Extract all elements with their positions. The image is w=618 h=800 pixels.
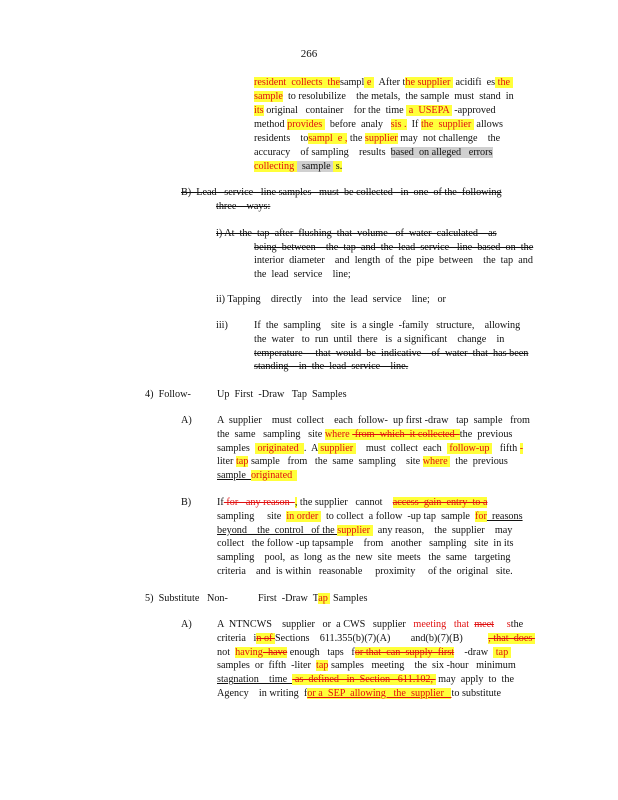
sec5-a-line [217, 659, 516, 672]
sub-item-ii: ii) Tapping directly into the lead service line; or [216, 294, 446, 305]
text-segment: sis . [390, 119, 407, 130]
text-segment: liter [217, 456, 236, 468]
text-segment: for [475, 510, 487, 522]
text-segment: meet [474, 619, 495, 630]
text-segment: he supplier [405, 77, 453, 88]
text-segment: collect the follow -up tapsample from another sampling site in its [217, 538, 514, 550]
text-segment: the previous [450, 456, 508, 468]
text-segment: sample [217, 470, 251, 482]
text-segment: resident collects the [254, 77, 340, 88]
text-segment: originated [254, 442, 304, 454]
text-segment: stagnation time [217, 674, 293, 686]
text-segment: s. [333, 161, 343, 172]
text-segment: to collect a follow -up tap sample [320, 510, 476, 522]
text-segment: where [324, 428, 353, 440]
sub-iii-line: temperature that would be indicative of water that has been [254, 347, 529, 359]
text-segment: tap [493, 646, 511, 658]
sec4-a-line [217, 442, 523, 455]
sec4-b-line [217, 551, 511, 564]
text-segment: samples [217, 442, 255, 454]
text-segment: , that does [488, 632, 535, 644]
text-segment: sample [296, 161, 334, 172]
text-segment: follow-up [446, 442, 493, 454]
text-segment: its [254, 105, 264, 116]
sec4-b-line [217, 565, 513, 578]
text-segment: -draw [454, 646, 494, 658]
sec4-a-line [217, 428, 512, 441]
text-segment: residents to [254, 133, 309, 144]
text-segment: If [217, 497, 224, 508]
sec4-a-line [217, 455, 508, 468]
text-segment: supplier [317, 442, 356, 454]
text-segment: the same sampling site [217, 428, 325, 440]
sec4-b-line [217, 537, 514, 550]
item-b-header: B) Lead service line samples must be collected in one of the following [181, 187, 502, 198]
text-segment: may not challenge the [397, 133, 501, 144]
text-segment: sampl e , [308, 133, 348, 144]
text-segment: the [495, 77, 513, 88]
sec4-b-line [217, 524, 512, 537]
sec4-b-line [217, 510, 523, 523]
text-segment: access gain entry to a [392, 497, 488, 508]
text-segment: for any reason [223, 497, 295, 508]
text-segment: method [254, 119, 288, 130]
text-segment: criteria and is within reasonable proximity of the original site. [217, 566, 513, 577]
text-segment: sampling site [217, 510, 287, 522]
text-segment: If [406, 119, 421, 130]
text-segment: tap [316, 660, 329, 672]
sub-iii-line: standing in the lead service line. [254, 361, 409, 373]
sec4-a-line [217, 469, 297, 482]
section-4-b-label: B) [181, 497, 192, 508]
text-segment: sample from the same sampling site [248, 456, 423, 468]
text-segment: e [364, 77, 374, 88]
text-segment: to substitute [451, 688, 502, 699]
text-segment: to resolubilize the metals, the sample must stand in [282, 91, 514, 102]
text-segment: accuracy of sampling results [254, 147, 391, 158]
section-5-number: 5) Substitute Non- [145, 593, 228, 604]
section-4-title: Up First -Draw Tap Samples [217, 389, 347, 400]
para-a-line [254, 90, 514, 103]
text-segment: or that can supply first [354, 646, 455, 658]
text-segment: provides [287, 119, 325, 130]
item-b-continuation: three ways: [216, 201, 271, 212]
sec5-a-line [217, 632, 535, 645]
text-segment: the supplier cannot [297, 497, 393, 508]
sub-i-line: interior diameter and length of the pipe between the tap and [254, 255, 533, 266]
text-segment: supplier [337, 524, 373, 536]
para-a-line [254, 160, 342, 173]
para-a-line [254, 132, 500, 145]
text-segment: A NTNCWS supplier or a CWS supplier [217, 619, 414, 630]
text-segment: not [217, 646, 236, 658]
para-a-line [254, 146, 493, 159]
text-segment: before analy [324, 119, 391, 130]
text-segment: allows [473, 119, 504, 130]
text-segment: from which it collected [352, 428, 460, 440]
text-segment: sampl [340, 77, 365, 88]
text-segment: enough taps f [287, 646, 355, 658]
sec5-a-line [217, 687, 501, 700]
text-segment: based on alleged errors [390, 147, 493, 158]
text-segment: originated [250, 470, 298, 482]
sec5-a-line [217, 646, 511, 659]
sec4-a-line [217, 414, 530, 427]
sub-iii-line: If the sampling site is a single -family structure, allowing [254, 320, 521, 331]
text-segment: n of [256, 632, 275, 644]
text-segment: the [347, 133, 365, 144]
text-segment: the previous [459, 428, 513, 440]
text-segment: original container for the time [263, 105, 407, 116]
text-segment: amples [338, 593, 368, 604]
text-segment: a USEPA [406, 105, 452, 116]
text-segment: in order [286, 510, 321, 522]
text-segment: collecting [254, 161, 297, 172]
section-4-number: 4) Follow- [145, 389, 191, 400]
text-segment: acidifi es [452, 77, 496, 88]
text-segment: or a SEP allowing the supplier [307, 688, 452, 699]
text-segment: as defined in Section 611.102, [292, 674, 436, 686]
para-a-line [254, 118, 503, 131]
section-4-a-label: A) [181, 415, 192, 426]
text-segment: the supplier [420, 119, 474, 130]
sec5-a-line [217, 618, 523, 631]
text-segment: beyond the control of the [217, 524, 338, 536]
sub-i-line: being between the tap and the lead service line based on the [254, 241, 534, 253]
text-segment: After t [373, 77, 406, 88]
text-segment: meeting that [413, 619, 475, 630]
text-segment: tap [235, 456, 249, 468]
text-segment: -approved [451, 105, 496, 116]
para-a-line [254, 104, 496, 117]
text-segment: fifth [492, 442, 520, 454]
text-segment: must collect each [355, 442, 447, 454]
text-segment: Agency in writing f [217, 688, 308, 699]
text-segment: sample [254, 91, 283, 102]
text-segment: where [422, 456, 451, 468]
text-segment: criteria i [217, 632, 257, 644]
text-segment: ap [318, 593, 331, 604]
section-5-title [258, 592, 367, 605]
text-segment: any reason, the supplier may [372, 524, 513, 536]
text-segment: Sections 611.355(b)(7)(A) and(b)(7)(B) [275, 632, 489, 644]
text-segment: . A [303, 442, 318, 454]
para-a-line [254, 76, 513, 89]
text-segment: First -Draw T [258, 593, 319, 604]
text-segment: S [330, 593, 339, 604]
text-segment: A supplier must collect each follow- up first -draw tap sample from [217, 415, 530, 426]
sub-i-line: the lead service line; [254, 268, 351, 280]
sec5-a-line [217, 673, 514, 686]
text-segment: - [519, 442, 524, 454]
text-segment: samples or fifth -liter [217, 660, 317, 672]
text-segment: supplier [364, 133, 398, 144]
text-segment: have [262, 646, 288, 658]
text-segment: s [494, 619, 511, 630]
page-number: 266 [300, 48, 318, 60]
text-segment: samples meeting the six -hour minimum [328, 660, 516, 672]
text-segment: sampling pool, as long as the new site meets the same targeting [217, 552, 511, 564]
sub-item-iii-label: iii) [216, 320, 228, 331]
sub-i-line: i) At the tap after flushing that volume of water calculated as [216, 228, 497, 239]
text-segment: having [235, 646, 263, 658]
text-segment: may apply to the [435, 674, 514, 686]
text-segment: , [294, 497, 298, 508]
text-segment: the [510, 619, 524, 630]
sec4-b-line [217, 496, 487, 509]
text-segment: reasons [486, 510, 523, 522]
sub-iii-line: the water to run until there is a significant change in [254, 333, 505, 345]
section-5-a-label: A) [181, 619, 192, 630]
